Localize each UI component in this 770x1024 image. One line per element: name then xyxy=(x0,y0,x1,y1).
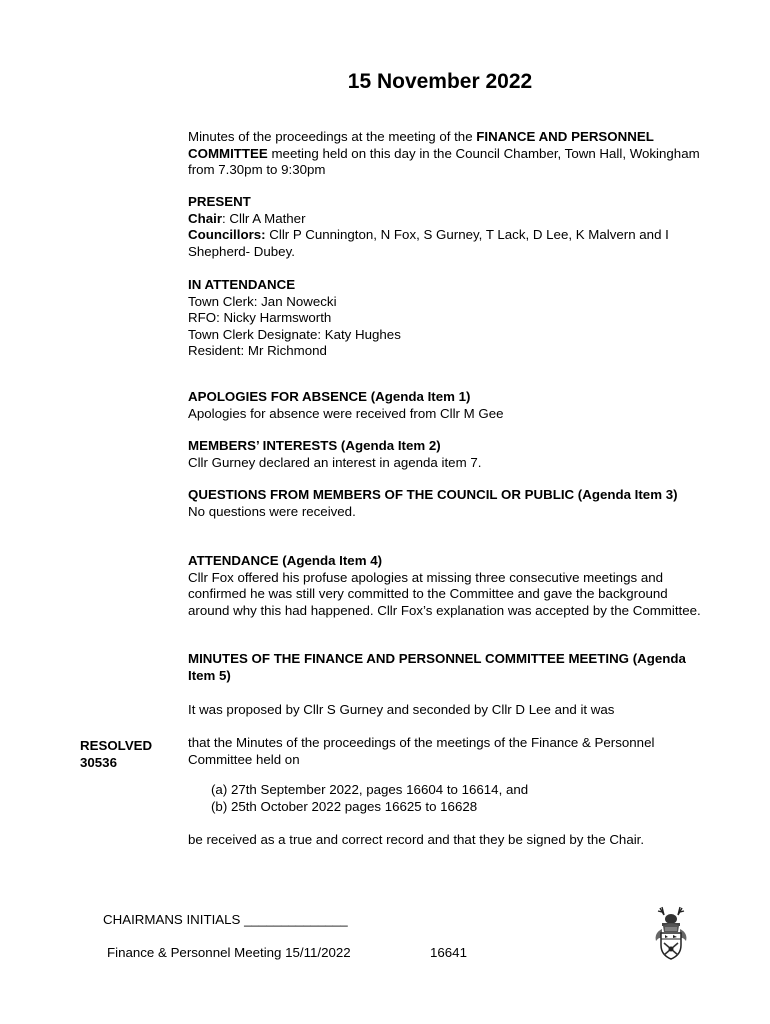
agenda-item-text: Cllr Fox offered his profuse apologies at missing three consecutive meetings and confirmed he was still very committed to the Committee and gave the background around why this had happened. Cllr Fox’s explanation was accepted by the Committee. xyxy=(188,569,701,618)
agenda-item-1 xyxy=(188,389,703,422)
list-item: (a) 27th September 2022, pages 16604 to 16614, and xyxy=(211,782,529,797)
town-crest-icon xyxy=(650,905,692,963)
resolution-text: that the Minutes of the proceedings of the meetings of the Finance & Personnel Committee held on xyxy=(188,735,655,767)
agenda-item-4 xyxy=(188,553,703,619)
attendance-line: Town Clerk Designate: Katy Hughes xyxy=(188,326,401,342)
councillors-value: Cllr P Cunnington, N Fox, S Gurney, T Lack, D Lee, K Malvern and I Shepherd- Dubey. xyxy=(188,227,669,259)
attendance-heading: IN ATTENDANCE xyxy=(188,277,296,292)
agenda-item-3 xyxy=(188,487,703,520)
agenda-item-heading: QUESTIONS FROM MEMBERS OF THE COUNCIL OR PUBLIC (Agenda Item 3) xyxy=(188,487,678,502)
resolution-closing: be received as a true and correct record and that they be signed by the Chair. xyxy=(188,832,645,847)
list-item: (b) 25th October 2022 pages 16625 to 16628 xyxy=(211,798,478,814)
present-section xyxy=(188,194,703,260)
chairmans-initials: CHAIRMANS INITIALS ______________ xyxy=(103,912,348,927)
committee-name: FINANCE AND PERSONNEL COMMITTEE xyxy=(188,129,654,161)
proposal-text: It was proposed by Cllr S Gurney and seconded by Cllr D Lee and it was xyxy=(188,702,615,717)
intro-post: meeting held on this day in the Council Chamber, Town Hall, Wokingham from 7.30pm to 9:30pm xyxy=(188,145,700,177)
attendance-line: Town Clerk: Jan Nowecki xyxy=(188,293,337,309)
intro-pre: Minutes of the proceedings at the meeting of the xyxy=(188,129,477,144)
page-number: 16641 xyxy=(430,945,467,960)
agenda-item-text: Apologies for absence were received from Cllr M Gee xyxy=(188,405,504,421)
agenda-item-5 xyxy=(188,651,703,684)
chair-value: : Cllr A Mather xyxy=(222,210,306,226)
agenda-item-heading: MINUTES OF THE FINANCE AND PERSONNEL COMMITTEE MEETING (Agenda Item 5) xyxy=(188,651,686,683)
attendance-section xyxy=(188,277,703,360)
attendance-line: RFO: Nicky Harmsworth xyxy=(188,310,332,325)
agenda-item-text: No questions were received. xyxy=(188,503,356,519)
agenda-item-heading: ATTENDANCE (Agenda Item 4) xyxy=(188,553,383,568)
present-heading: PRESENT xyxy=(188,194,251,209)
resolved-word: RESOLVED xyxy=(80,738,153,753)
chair-label: Chair xyxy=(188,210,222,226)
resolved-label xyxy=(80,737,152,771)
agenda-item-heading: APOLOGIES FOR ABSENCE (Agenda Item 1) xyxy=(188,389,471,404)
agenda-item-heading: MEMBERS’ INTERESTS (Agenda Item 2) xyxy=(188,438,441,453)
attendance-line: Resident: Mr Richmond xyxy=(188,343,327,358)
intro-paragraph xyxy=(188,129,703,179)
agenda-item-2 xyxy=(188,438,703,471)
minutes-list xyxy=(211,782,528,815)
document-date-title: 15 November 2022 xyxy=(347,70,533,93)
agenda-item-text: Cllr Gurney declared an interest in agenda item 7. xyxy=(188,454,482,470)
councillors-label: Councillors: xyxy=(188,227,266,242)
footer-meeting-name: Finance & Personnel Meeting 15/11/2022 xyxy=(107,945,351,960)
resolution-number: 30536 xyxy=(80,755,117,770)
